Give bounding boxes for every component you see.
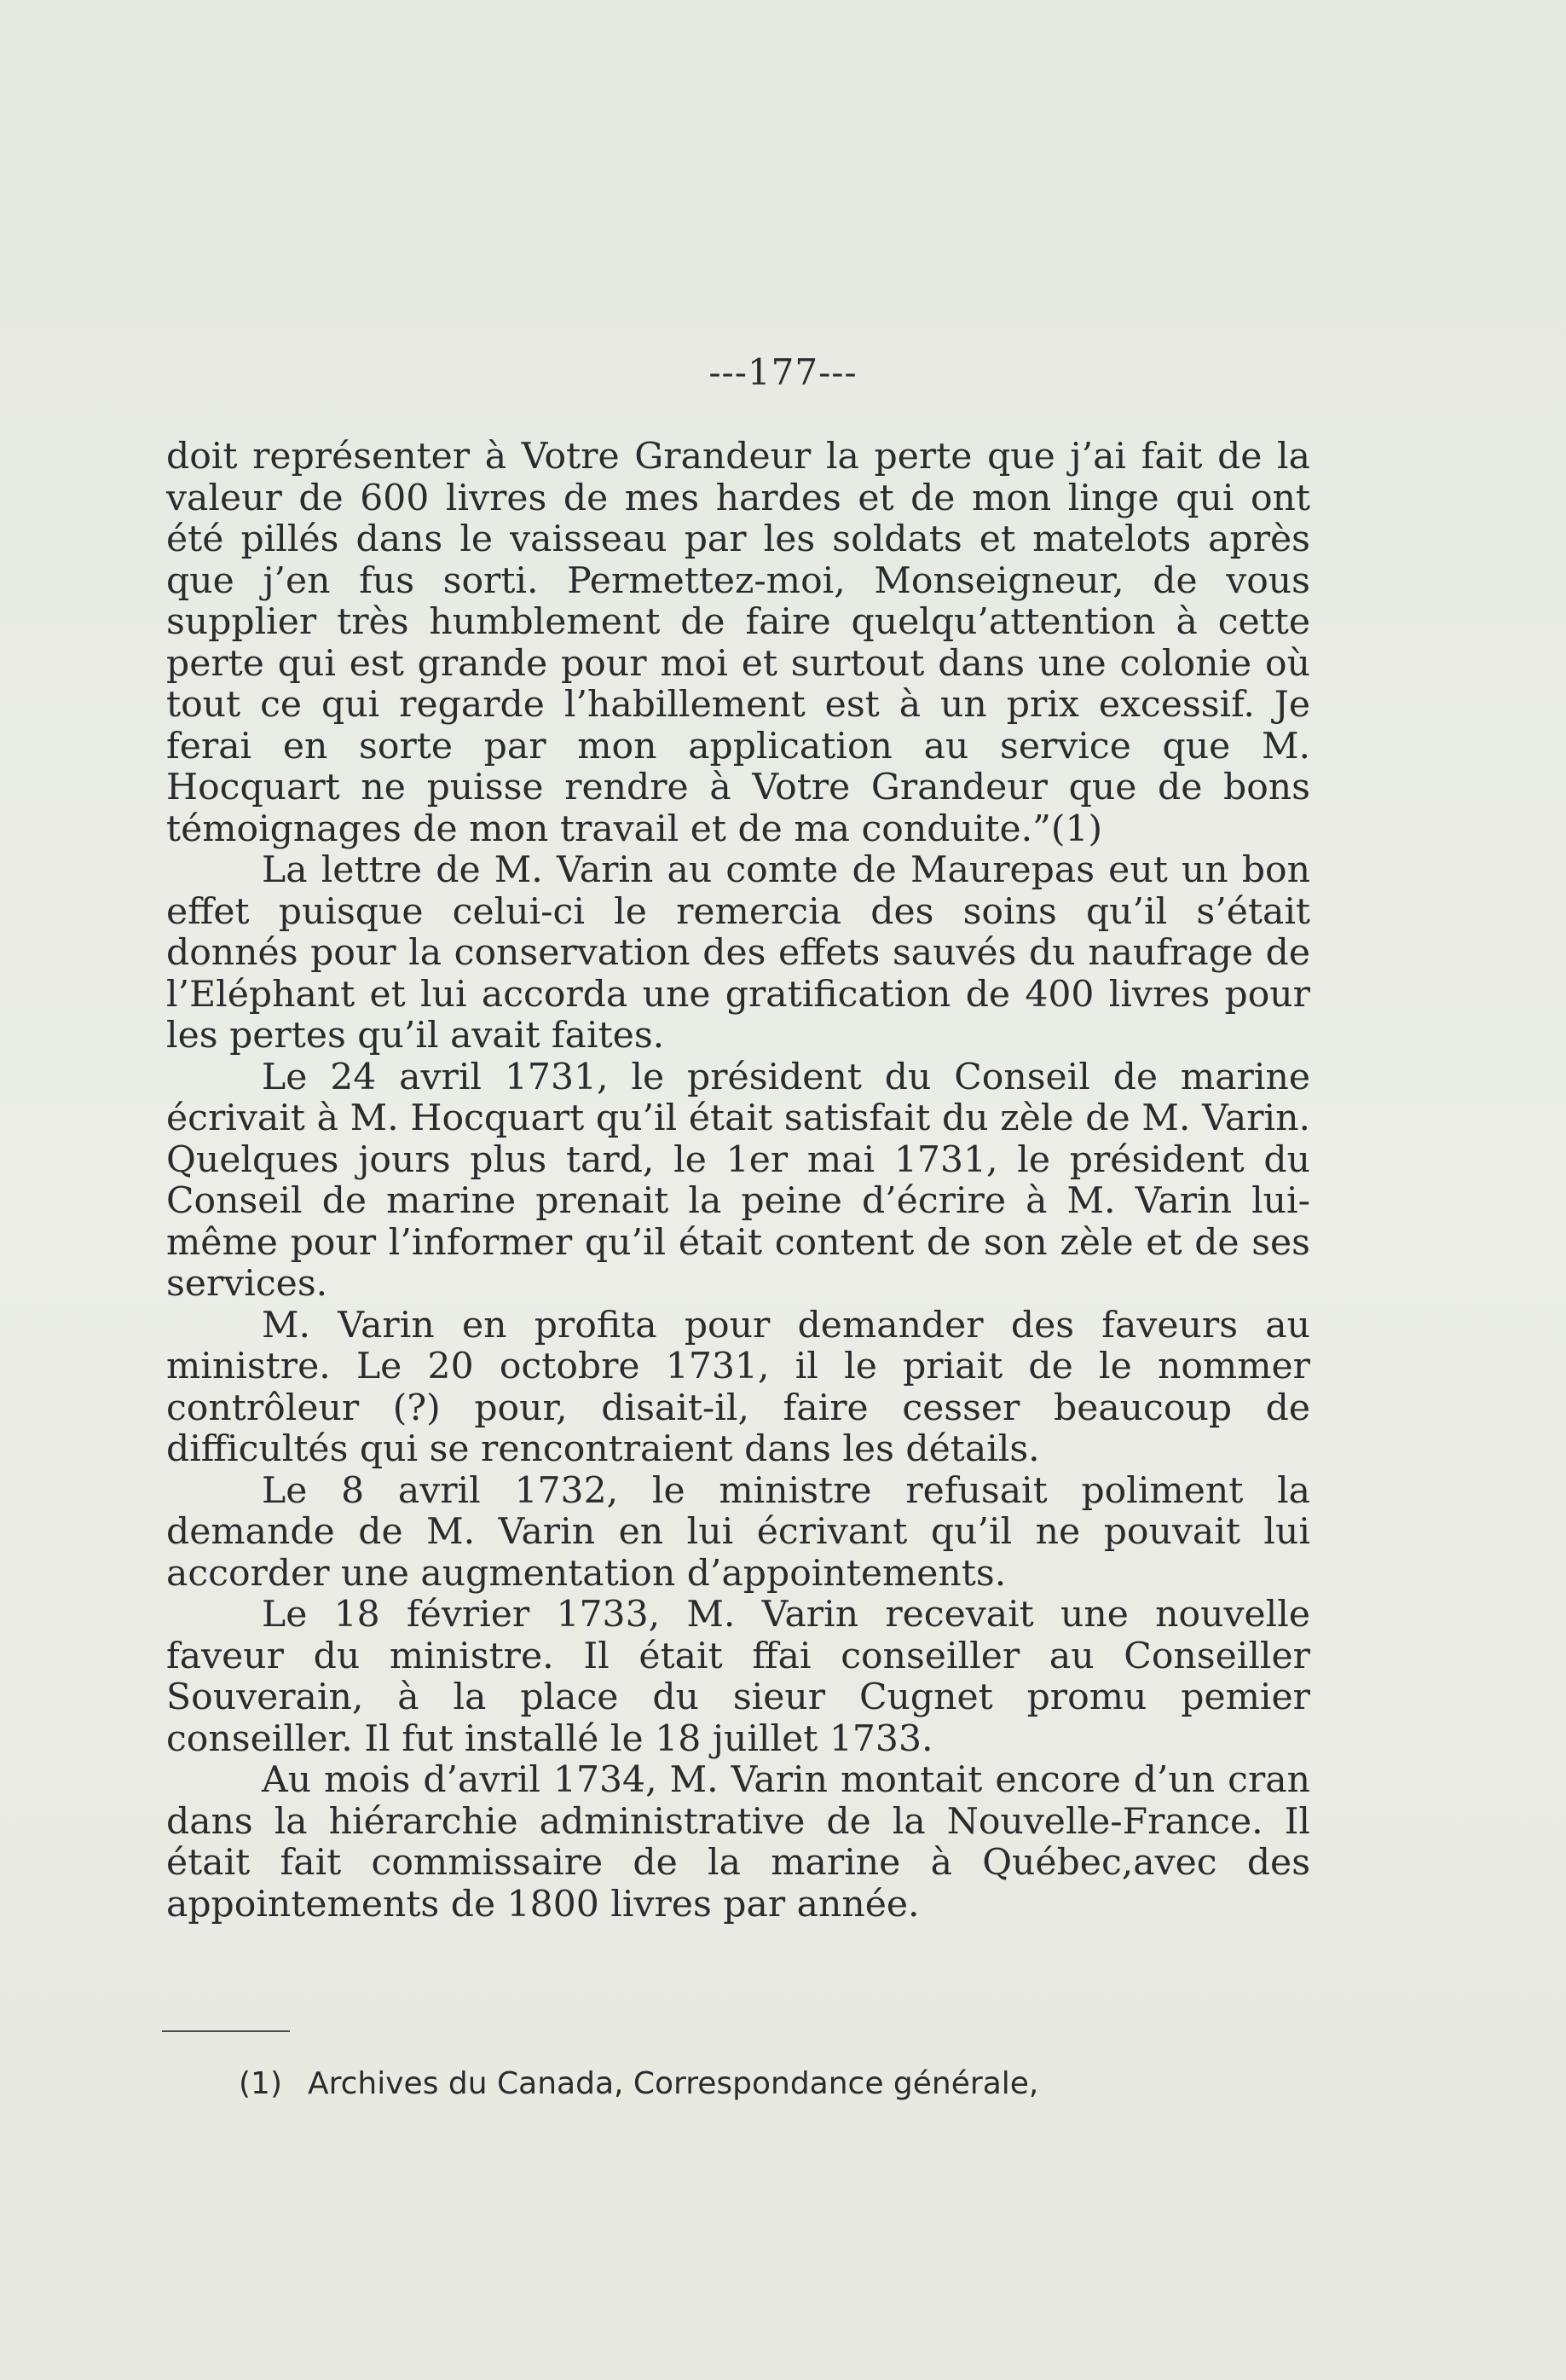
footnote-marker: (1) <box>239 2066 282 2101</box>
body-text <box>166 437 1310 1925</box>
footnote-divider <box>162 2030 290 2032</box>
paragraph: M. Varin en profita pour demander des faveurs au ministre. Le 20 octobre 1731, il le priait de le nommer contrôleur (?) pour, disait-il, faire cesser beaucoup de difficultés qui se rencontraient dans les détails. <box>166 1304 1310 1470</box>
paragraph: Le 18 février 1733, M. Varin recevait une nouvelle faveur du ministre. Il était ffai conseiller au Conseiller Souverain, à la place du sieur Cugnet promu pemier conseiller. Il fut installé le 18 juillet 1733. <box>166 1594 1310 1760</box>
paragraph: Le 8 avril 1732, le ministre refusait poliment la demande de M. Varin en lui écrivant qu’il ne pouvait lui accorder une augmentation d’appointements. <box>166 1469 1310 1595</box>
paragraph-continuation: doit représenter à Votre Grandeur la perte que j’ai fait de la valeur de 600 livres de mes hardes et de mon linge qui ont été pillés dans le vaisseau par les soldats et matelots après que j’en fus sorti. Permettez-moi, Monseigneur, de vous supplier très humblement de faire quelqu’attention à cette perte qui est grande pour moi et surtout dans une colonie où tout ce qui regarde l’habillement est à un prix excessif. Je ferai en sorte par mon application au service que M. Hocquart ne puisse rendre à Votre Grandeur que de bons témoignages de mon travail et de ma conduite.”(1) <box>166 436 1310 850</box>
footnote-text: Archives du Canada, Correspondance générale, <box>308 2066 1039 2101</box>
paragraph: Au mois d’avril 1734, M. Varin montait encore d’un cran dans la hiérarchie administrative de la Nouvelle-France. Il était fait commissaire de la marine à Québec,avec des appointements de 1800 livres par année. <box>166 1759 1310 1925</box>
footnote <box>239 2063 1262 2105</box>
page-number: ---177--- <box>708 351 858 393</box>
paragraph: La lettre de M. Varin au comte de Maurepas eut un bon effet puisque celui-ci le remercia des soins qu’il s’était donnés pour la conservation des effets sauvés du naufrage de l’Eléphant et lui accorda une gratification de 400 livres pour les pertes qu’il avait faites. <box>166 849 1310 1057</box>
paragraph: Le 24 avril 1731, le président du Conseil de marine écrivait à M. Hocquart qu’il était satisfait du zèle de M. Varin. Quelques jours plus tard, le 1er mai 1731, le président du Conseil de marine prenait la peine d’écrire à M. Varin lui-même pour l’informer qu’il était content de son zèle et de ses services. <box>166 1056 1310 1305</box>
